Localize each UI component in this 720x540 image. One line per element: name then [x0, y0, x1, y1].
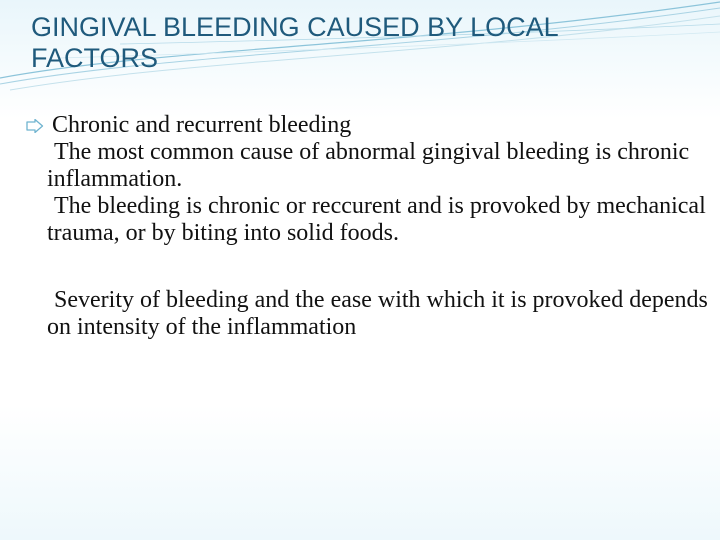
- slide-content: [18, 112, 708, 341]
- spacer: [18, 247, 708, 287]
- bullet-item: [18, 112, 708, 139]
- paragraph-severity: Severity of bleeding and the ease with which it is provoked depends on intensity of the inflammation: [47, 287, 708, 340]
- paragraph-common-cause: The most common cause of abnormal gingival bleeding is chronic inflammation.: [47, 139, 690, 192]
- paragraph-provoked-bleeding: The bleeding is chronic or reccurent and is provoked by mechanical trauma, or by biting into solid foods.: [47, 193, 706, 246]
- slide-title: GINGIVAL BLEEDING CAUSED BY LOCAL FACTORS: [31, 12, 558, 73]
- bullet-text: Chronic and recurrent bleeding: [52, 112, 352, 138]
- hollow-arrow-bullet-icon: [18, 112, 52, 133]
